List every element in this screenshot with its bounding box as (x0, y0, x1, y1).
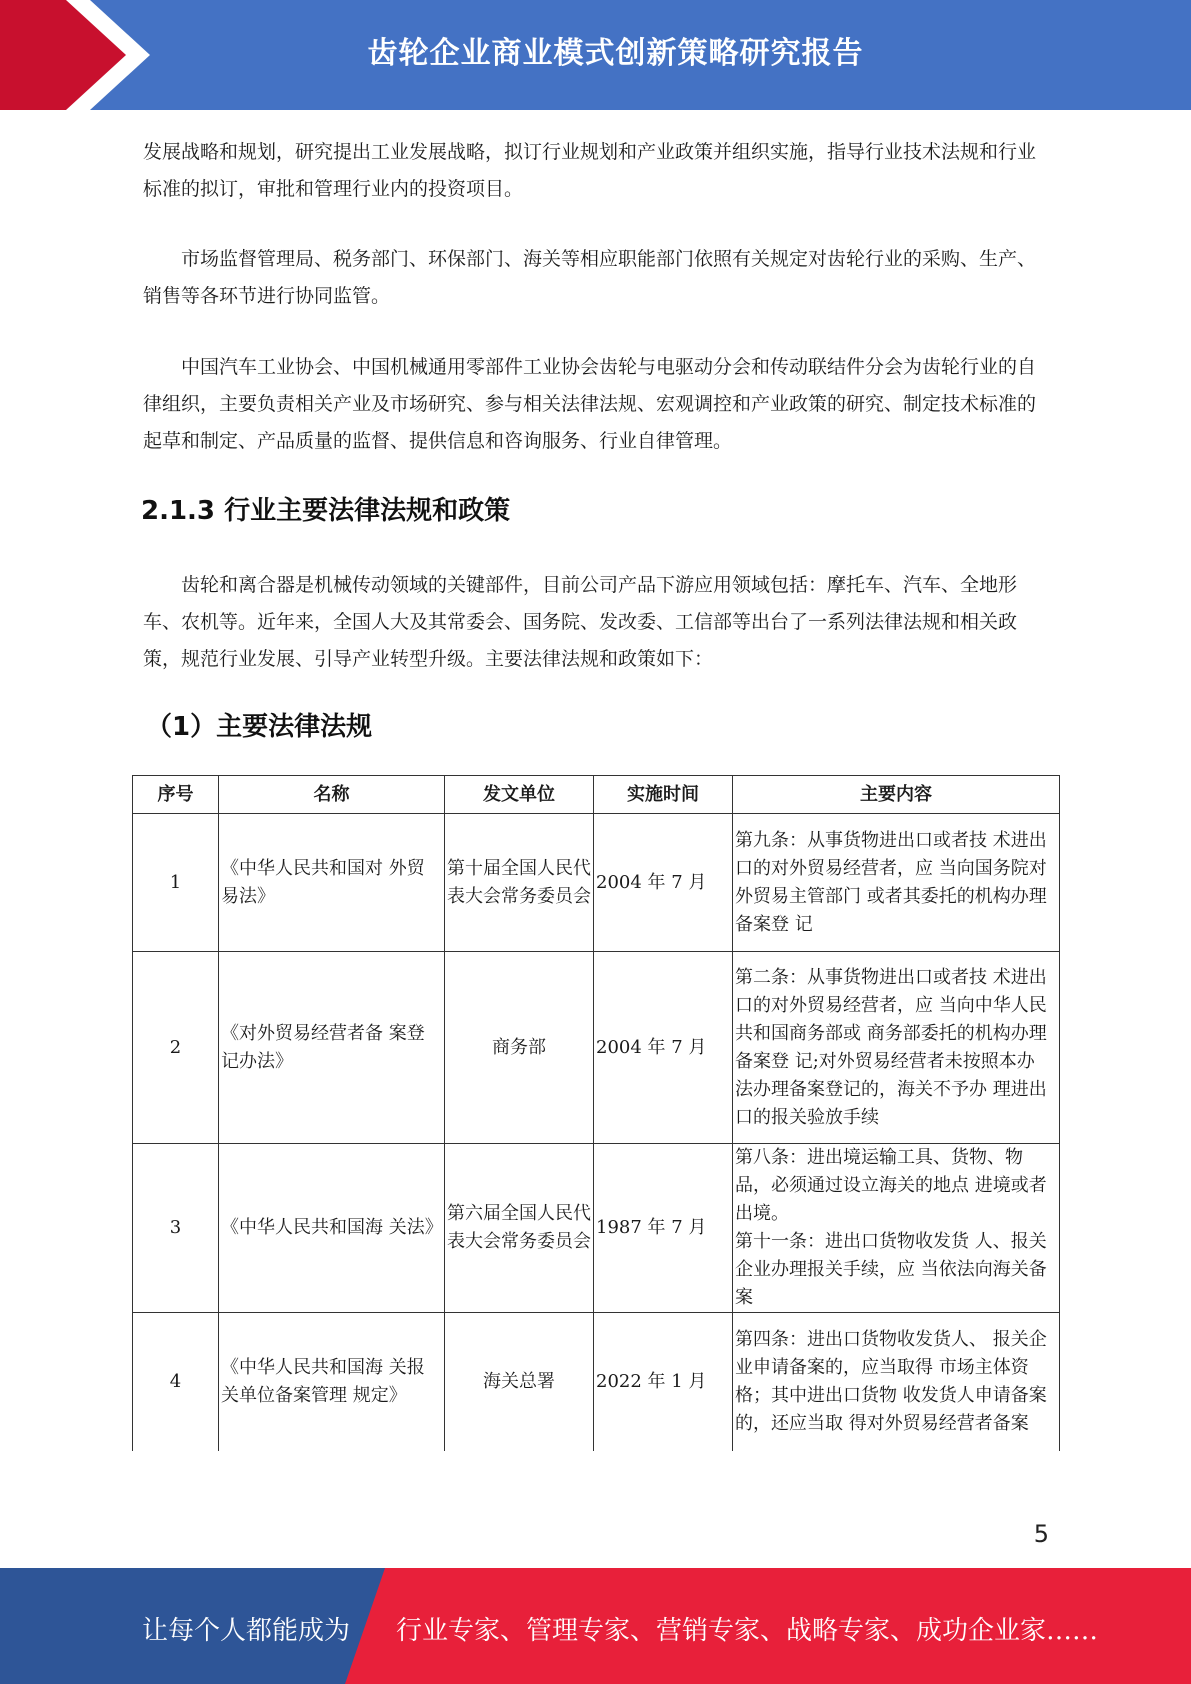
footer-slogan-right: 行业专家、管理专家、营销专家、战略专家、成功企业家…… (396, 1616, 1099, 1646)
section-heading: 2.1.3 行业主要法律法规和政策 (141, 496, 511, 526)
page-number: 5 (1033, 1520, 1049, 1548)
header-no: 序号 (133, 776, 219, 814)
header-content: 主要内容 (733, 776, 1060, 814)
table-row (133, 1313, 1060, 1451)
cell-date: 1987 年 7 月 (594, 1144, 733, 1313)
cell-name: 《中华人民共和国海 关法》 (219, 1144, 445, 1313)
table-header-row (133, 776, 1060, 814)
page-footer (0, 1568, 1191, 1684)
cell-issuer: 第十届全国人民代表大会常务委员会 (445, 814, 594, 952)
report-title: 齿轮企业商业模式创新策略研究报告 (367, 36, 864, 71)
table-row (133, 952, 1060, 1144)
cell-no: 1 (133, 814, 219, 952)
subsection-heading: （1）主要法律法规 (146, 712, 373, 742)
laws-table (132, 775, 1060, 1451)
cell-content: 第二条：从事货物进出口或者技 术进出口的对外贸易经营者，应 当向中华人民共和国商务部或 商务部委托的机构办理备案登 记;对外贸易经营者未按照本办 法办理备案登记的，海关不予办 理进出口的报关验放手续 (733, 952, 1060, 1144)
paragraph-3: 中国汽车工业协会、中国机械通用零部件工业协会齿轮与电驱动分会和传动联结件分会为齿轮行业的自律组织，主要负责相关产业及市场研究、参与相关法律法规、宏观调控和产业政策的研究、制定技术标准的起草和制定、产品质量的监督、提供信息和咨询服务、行业自律管理。 (143, 356, 1037, 452)
cell-issuer: 海关总署 (445, 1313, 594, 1451)
header-date: 实施时间 (594, 776, 733, 814)
cell-issuer: 商务部 (445, 952, 594, 1144)
cell-issuer: 第六届全国人民代表大会常务委员会 (445, 1144, 594, 1313)
paragraph-4: 齿轮和离合器是机械传动领域的关键部件，目前公司产品下游应用领域包括：摩托车、汽车、全地形车、农机等。近年来，全国人大及其常委会、国务院、发改委、工信部等出台了一系列法律法规和相关政策，规范行业发展、引导产业转型升级。主要法律法规和政策如下： (143, 574, 1018, 670)
cell-date: 2022 年 1 月 (594, 1313, 733, 1451)
page-header (0, 0, 1191, 110)
cell-content: 第九条：从事货物进出口或者技 术进出口的对外贸易经营者，应 当向国务院对外贸易主管部门 或者其委托的机构办理备案登 记 (733, 814, 1060, 952)
header-issuer: 发文单位 (445, 776, 594, 814)
cell-name: 《中华人民共和国海 关报关单位备案管理 规定》 (219, 1313, 445, 1451)
cell-name: 《对外贸易经营者备 案登记办法》 (219, 952, 445, 1144)
cell-content: 第八条：进出境运输工具、货物、物品，必须通过设立海关的地点 进境或者出境。 第十一条：进出口货物收发货 人、报关企业办理报关手续，应 当依法向海关备案 (733, 1144, 1060, 1313)
cell-date: 2004 年 7 月 (594, 952, 733, 1144)
cell-no: 3 (133, 1144, 219, 1313)
paragraph-1: 发展战略和规划，研究提出工业发展战略，拟订行业规划和产业政策并组织实施，指导行业技术法规和行业标准的拟订，审批和管理行业内的投资项目。 (143, 141, 1037, 200)
table-row (133, 1144, 1060, 1313)
cell-date: 2004 年 7 月 (594, 814, 733, 952)
cell-no: 2 (133, 952, 219, 1144)
cell-content: 第四条：进出口货物收发货人、 报关企业申请备案的，应当取得 市场主体资格；其中进出口货物 收发货人申请备案的，还应当取 得对外贸易经营者备案 (733, 1313, 1060, 1451)
paragraph-2: 市场监督管理局、税务部门、环保部门、海关等相应职能部门依照有关规定对齿轮行业的采购、生产、销售等各环节进行协同监管。 (143, 248, 1037, 307)
header-name: 名称 (219, 776, 445, 814)
cell-name: 《中华人民共和国对 外贸易法》 (219, 814, 445, 952)
cell-no: 4 (133, 1313, 219, 1451)
footer-slogan-left: 让每个人都能成为 (142, 1616, 351, 1646)
table-row (133, 814, 1060, 952)
